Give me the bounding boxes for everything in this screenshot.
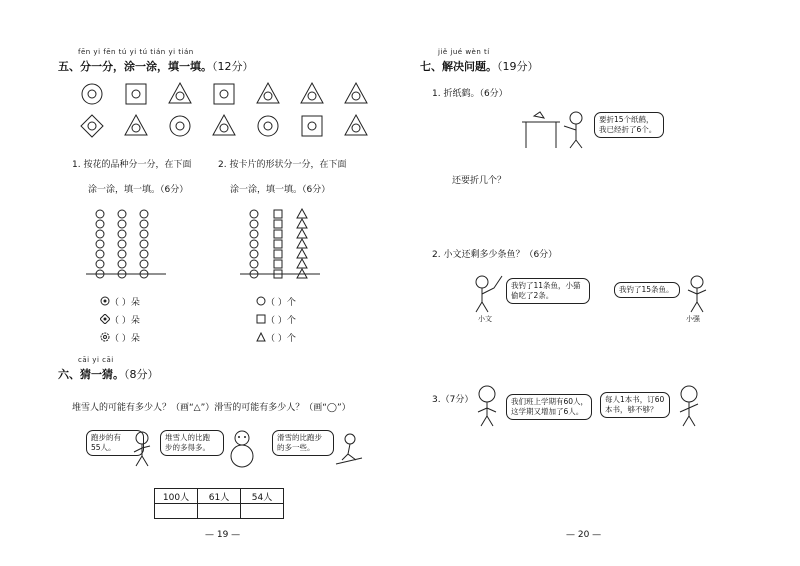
shape-answer-rows	[256, 292, 296, 346]
table-cell: 61人	[198, 489, 241, 504]
shape-answer-row	[256, 328, 296, 346]
child-figure	[130, 430, 154, 468]
bubble-line: 步的多得多。	[165, 443, 210, 452]
triangle-card	[125, 115, 147, 135]
circle-card	[82, 84, 102, 104]
bubble-line: 每人1本书，订60	[605, 395, 665, 404]
flower-icon	[140, 240, 148, 248]
flower-icon	[132, 124, 140, 132]
bubble-line: 我钓了11条鱼，小猫	[511, 281, 581, 290]
flower-icon	[118, 210, 126, 218]
blank[interactable]: （ ）	[110, 333, 131, 344]
square-icon	[274, 230, 282, 238]
square-icon	[274, 220, 282, 228]
flower-icon	[100, 296, 110, 306]
flower-icon	[100, 332, 110, 342]
table-answer-cell[interactable]	[198, 504, 241, 519]
triangle-card	[345, 83, 367, 103]
triangle-icon	[297, 249, 307, 258]
flower-stack-chart	[86, 208, 176, 288]
skier-figure	[334, 432, 364, 468]
flower-icon	[308, 92, 316, 100]
snowman-figure	[226, 428, 258, 468]
card-grid	[80, 80, 380, 144]
flower-icon	[96, 240, 104, 248]
bubble-line: 滑雪的比跑步	[277, 433, 322, 442]
s5-pinyin: fēn yi fēn tú yi tú tián yi tián	[78, 48, 194, 56]
child-figure	[468, 274, 504, 314]
child-figure	[682, 274, 712, 314]
triangle-icon	[297, 239, 307, 248]
blank[interactable]: （ ）	[266, 297, 287, 308]
flower-answer-rows	[100, 292, 140, 346]
bubble-line: 我钓了15条鱼。	[619, 285, 674, 294]
speech-bubble-crane	[594, 112, 664, 138]
speech-bubble-class	[506, 394, 592, 420]
speech-bubble-xiaoqiang	[614, 282, 680, 298]
flower-icon	[140, 220, 148, 228]
flower-icon	[220, 90, 228, 98]
diamond-card	[81, 115, 103, 137]
flower-icon	[264, 92, 272, 100]
shape-answer-row	[256, 310, 296, 328]
s6-question: 堆雪人的可能有多少人？（画“△”）滑雪的可能有多少人？（画“◯”）	[72, 403, 351, 413]
triangle-card	[257, 83, 279, 103]
s5-heading	[58, 58, 254, 74]
s6-title: 六、猜一猜。	[58, 368, 124, 381]
answer-table	[154, 488, 284, 519]
unit-label: 个	[286, 297, 296, 308]
flower-icon	[264, 122, 272, 130]
paper-crane-desk-figure	[520, 108, 592, 150]
square-icon	[274, 250, 282, 258]
child-figure	[672, 384, 706, 428]
s7-title: 七、解决问题。	[420, 60, 497, 73]
triangle-icon	[297, 229, 307, 238]
bubble-line: 要折15个纸鹤，	[599, 115, 654, 124]
speech-bubble-xiaowen	[506, 278, 590, 304]
page-number-left: — 19 —	[205, 530, 241, 540]
flower-icon	[96, 250, 104, 258]
flower-icon	[140, 230, 148, 238]
triangle-icon	[297, 209, 307, 218]
square-icon	[256, 314, 266, 324]
speech-bubble-books	[600, 392, 670, 418]
circle-card	[170, 116, 190, 136]
name-xiaoqiang: 小强	[686, 315, 700, 323]
square-icon	[274, 240, 282, 248]
unit-label: 个	[286, 315, 296, 326]
bubble-line: 这学期又增加了6人。	[511, 407, 584, 416]
square-card	[302, 116, 322, 136]
flower-icon	[96, 230, 104, 238]
s6-heading	[58, 366, 159, 382]
flower-icon	[176, 92, 184, 100]
triangle-card	[213, 115, 235, 135]
bubble-line: 本书，够不够？	[605, 405, 658, 414]
q1-line1: 1. 按花的品种分一分，在下面	[72, 160, 192, 170]
flower-icon	[118, 230, 126, 238]
bubble-line: 跑步的有	[91, 433, 121, 442]
circle-icon	[250, 230, 258, 238]
flower-icon	[88, 90, 96, 98]
blank[interactable]: （ ）	[110, 297, 131, 308]
s5-title: 五、分一分，涂一涂，填一填。	[58, 60, 212, 73]
circle-icon	[250, 220, 258, 228]
circle-icon	[250, 250, 258, 258]
q7-3: 3.（7分）	[432, 395, 474, 405]
square-icon	[274, 260, 282, 268]
triangle-card	[169, 83, 191, 103]
flower-icon	[88, 122, 96, 130]
triangle-icon	[297, 259, 307, 268]
flower-icon	[308, 122, 316, 130]
table-cell: 100人	[155, 489, 198, 504]
table-answer-cell[interactable]	[155, 504, 198, 519]
square-card	[214, 84, 234, 104]
flower-icon	[96, 220, 104, 228]
flower-icon	[118, 250, 126, 258]
circle-card	[258, 116, 278, 136]
page-number-right: — 20 —	[566, 530, 602, 540]
shape-stack-chart	[240, 208, 330, 288]
q1-line2: 涂一涂，填一填。（6分）	[88, 185, 189, 195]
name-xiaowen: 小文	[478, 315, 492, 323]
bubble-line: 55人。	[91, 443, 116, 452]
blank[interactable]: （ ）	[110, 315, 131, 326]
q2-line2: 涂一涂，填一填。（6分）	[230, 185, 331, 195]
speech-bubble-snowman	[160, 430, 224, 456]
flower-icon	[100, 314, 110, 324]
flower-icon	[176, 122, 184, 130]
triangle-icon	[297, 219, 307, 228]
flower-icon	[132, 90, 140, 98]
triangle-card	[301, 83, 323, 103]
bubble-line: 堆雪人的比跑	[165, 433, 210, 442]
flower-icon	[118, 260, 126, 268]
unit-label: 个	[286, 333, 296, 344]
unit-label: 朵	[130, 297, 140, 308]
s5-score: （12分）	[212, 60, 254, 73]
square-card	[126, 84, 146, 104]
flower-icon	[220, 124, 228, 132]
flower-answer-row	[100, 310, 140, 328]
circle-icon	[250, 240, 258, 248]
bubble-line: 我们班上学期有60人，	[511, 397, 589, 406]
q7-1-ask: 还要折几个？	[452, 176, 507, 186]
q2-line1: 2. 按卡片的形状分一分，在下面	[218, 160, 347, 170]
teacher-figure	[470, 384, 504, 428]
bubble-line: 偷吃了2条。	[511, 291, 554, 300]
speech-bubble-skier	[272, 430, 334, 456]
unit-label: 朵	[130, 315, 140, 326]
flower-icon	[96, 260, 104, 268]
flower-icon	[118, 220, 126, 228]
q7-2: 2. 小文还剩多少条鱼？（6分）	[432, 250, 558, 260]
bubble-line: 的多一些。	[277, 443, 315, 452]
flower-icon	[352, 124, 360, 132]
s6-score: （8分）	[124, 368, 159, 381]
circle-icon	[250, 210, 258, 218]
triangle-card	[345, 115, 367, 135]
s7-score: （19分）	[497, 60, 539, 73]
s7-pinyin: jiě jué wèn tí	[438, 48, 490, 56]
triangle-icon	[256, 332, 266, 342]
bubble-line: 我已经折了6个。	[599, 125, 657, 134]
flower-icon	[140, 260, 148, 268]
flower-answer-row	[100, 328, 140, 346]
blank[interactable]: （ ）	[266, 333, 287, 344]
s6-pinyin: cāi yi cāi	[78, 356, 114, 364]
table-cell: 54人	[241, 489, 284, 504]
flower-icon	[352, 92, 360, 100]
s7-heading	[420, 58, 539, 74]
flower-icon	[140, 210, 148, 218]
square-icon	[274, 210, 282, 218]
q7-1: 1. 折纸鹤。（6分）	[432, 89, 508, 99]
flower-icon	[118, 240, 126, 248]
flower-answer-row	[100, 292, 140, 310]
shape-answer-row	[256, 292, 296, 310]
flower-icon	[140, 250, 148, 258]
table-answer-cell[interactable]	[241, 504, 284, 519]
unit-label: 朵	[130, 333, 140, 344]
flower-icon	[96, 210, 104, 218]
circle-icon	[250, 260, 258, 268]
circle-icon	[256, 296, 266, 306]
blank[interactable]: （ ）	[266, 315, 287, 326]
